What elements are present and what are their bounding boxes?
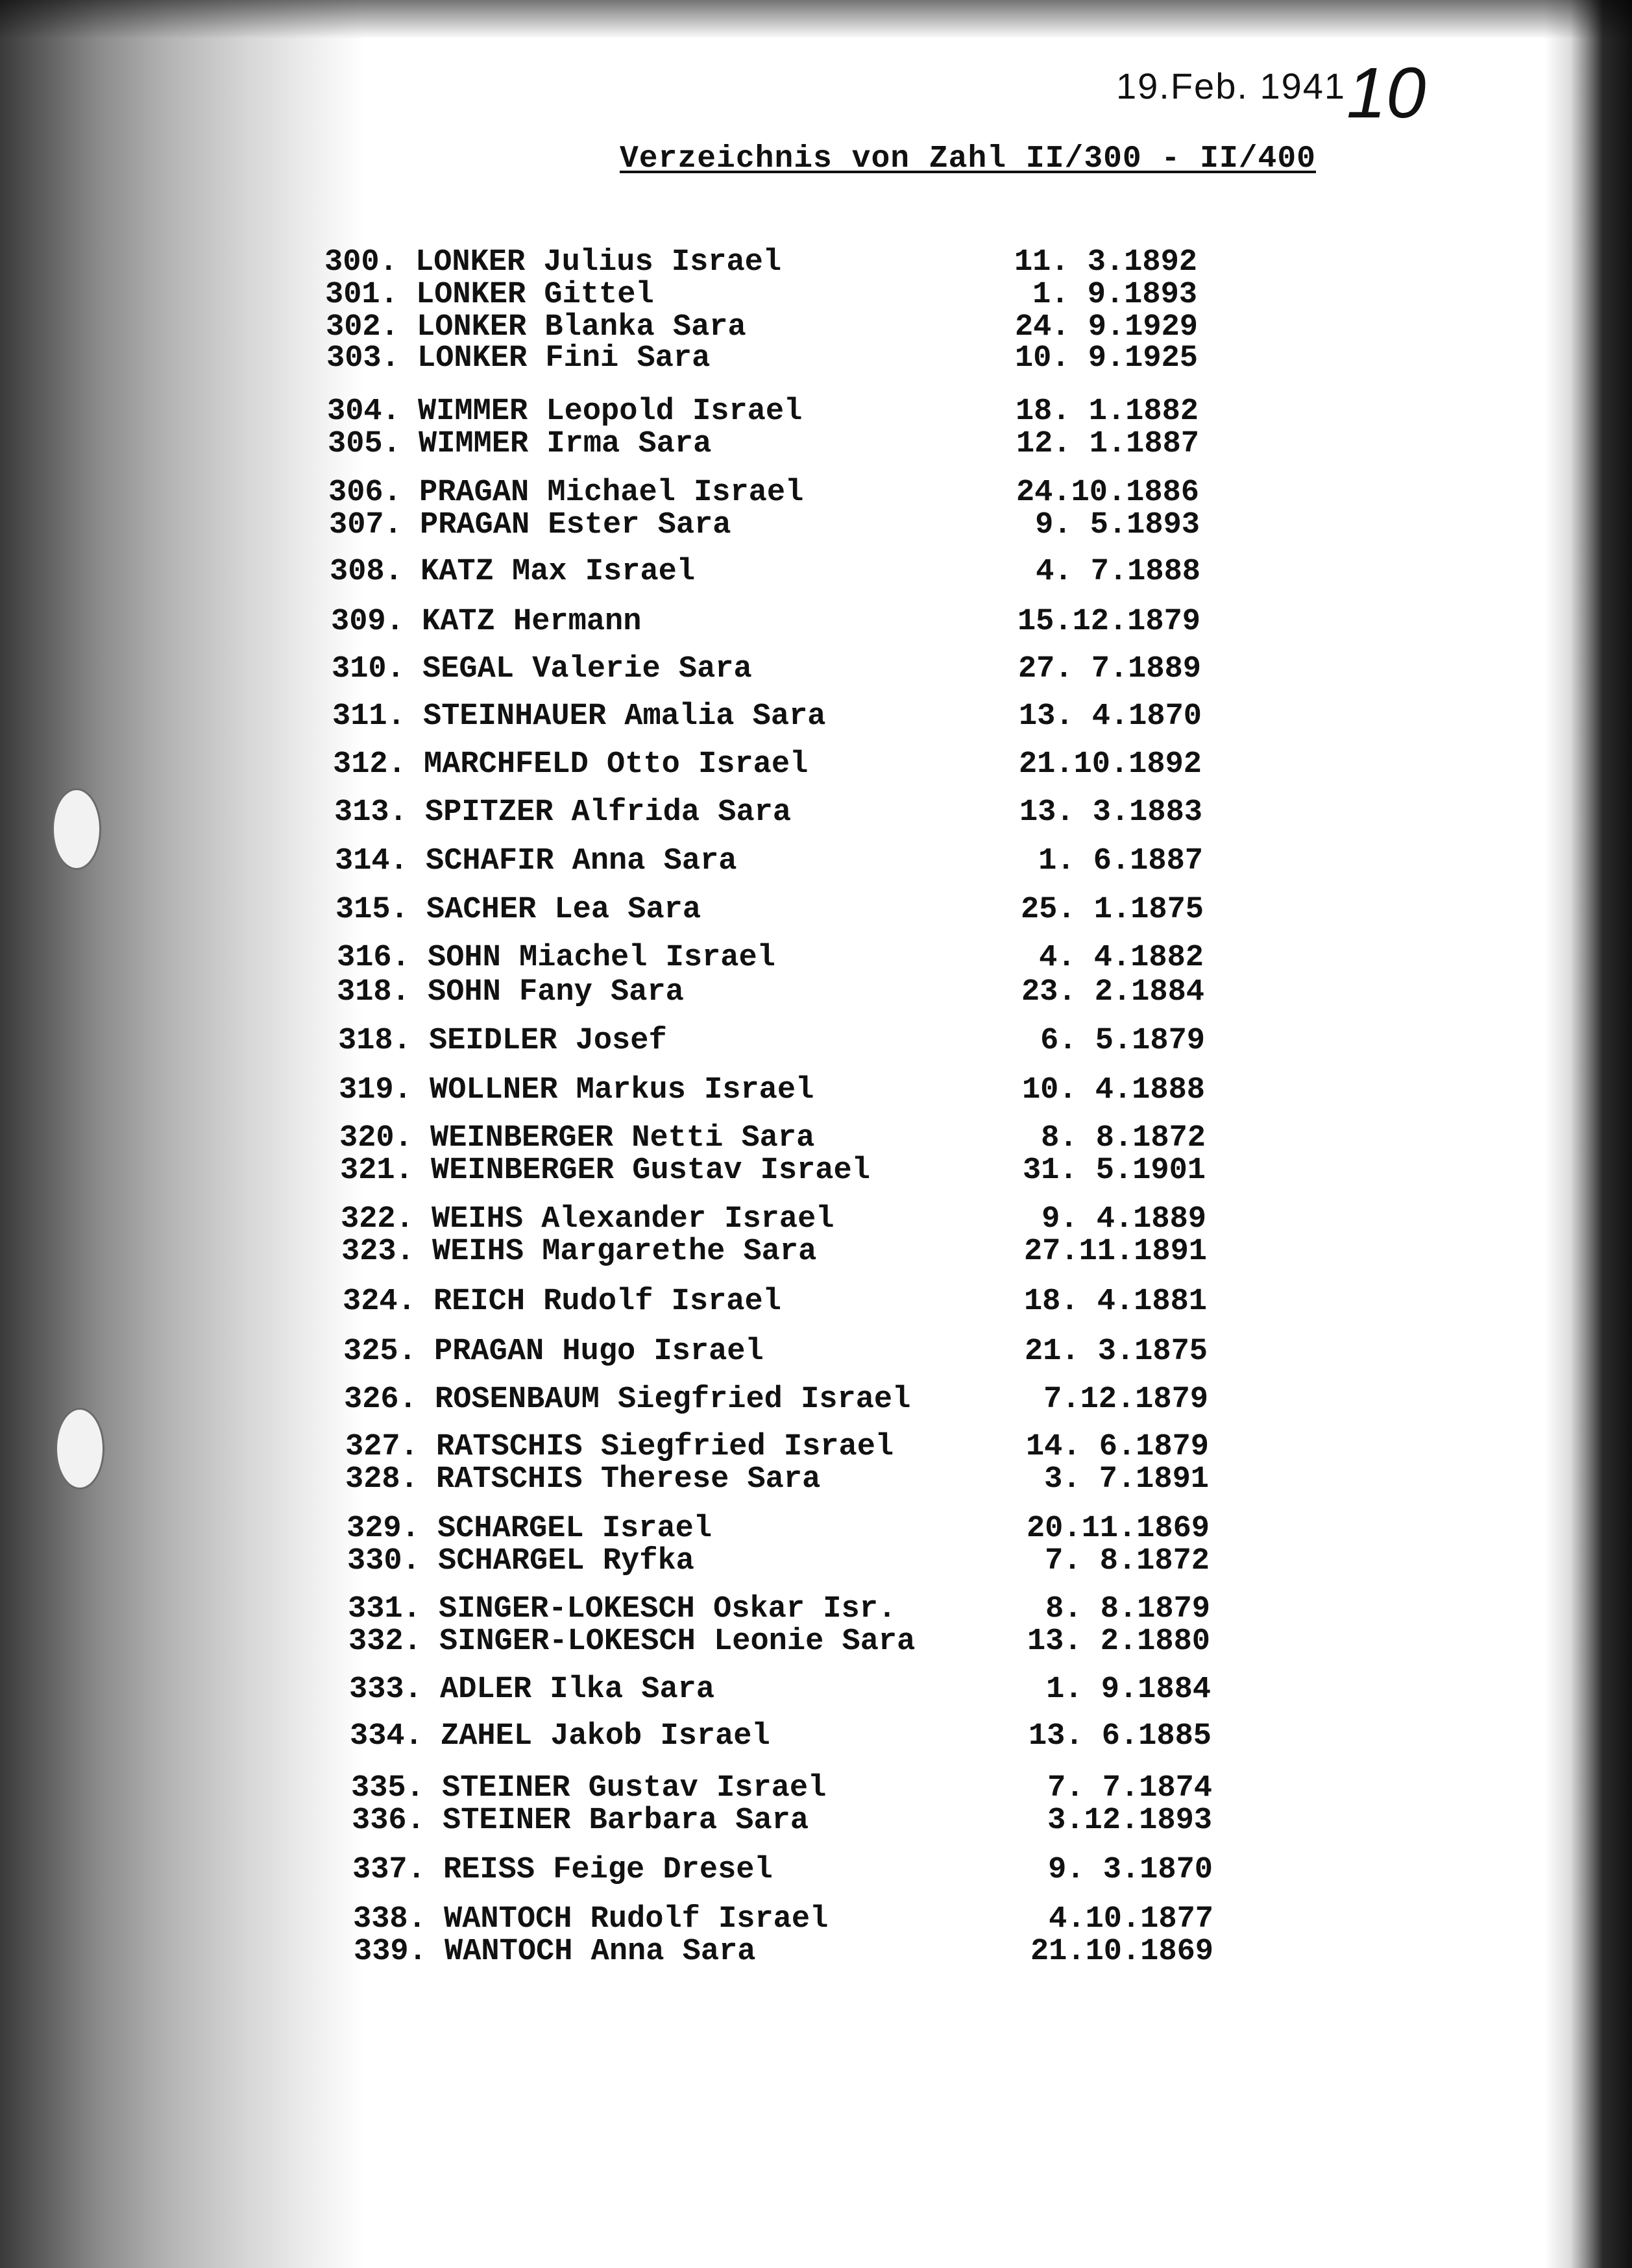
entry-birth-date: 14. 6.1879 — [1025, 1430, 1209, 1464]
entry-number: 321. — [340, 1153, 413, 1188]
entry-name: PRAGAN Hugo Israel — [434, 1334, 764, 1369]
register-entry — [332, 652, 1201, 687]
entry-number: 306. — [328, 476, 402, 510]
entry-number: 319. — [339, 1073, 412, 1107]
entry-name: SINGER-LOKESCH Oskar Isr. — [439, 1592, 897, 1626]
register-entry — [324, 245, 1197, 280]
entry-birth-date: 13. 3.1883 — [1019, 795, 1202, 830]
entry-number: 329. — [347, 1512, 420, 1546]
entry-birth-date: 24. 9.1929 — [1014, 310, 1198, 344]
entry-birth-date: 3. 7.1891 — [1044, 1462, 1209, 1497]
entry-number: 314. — [335, 844, 408, 878]
register-entry — [335, 844, 1203, 879]
register-entry — [352, 1853, 1213, 1888]
register-entry — [348, 1624, 1210, 1659]
entry-name: WEIHS Margarethe Sara — [432, 1235, 817, 1269]
entry-name: STEINER Gustav Israel — [442, 1771, 827, 1805]
entry-number: 322. — [341, 1202, 414, 1237]
register-entry — [344, 1382, 1208, 1418]
entry-birth-date: 3.12.1893 — [1047, 1804, 1212, 1838]
register-entry — [343, 1285, 1207, 1320]
register-entry — [350, 1719, 1212, 1754]
entry-number: 310. — [332, 652, 405, 686]
register-entry — [339, 1073, 1205, 1108]
entry-birth-date: 8. 8.1872 — [1041, 1121, 1206, 1155]
entry-number: 325. — [343, 1334, 417, 1369]
entry-name: SPITZER Alfrida Sara — [425, 795, 792, 830]
entry-birth-date: 25. 1.1875 — [1020, 893, 1204, 927]
entry-name: PRAGAN Michael Israel — [419, 476, 804, 510]
entry-birth-date: 10. 9.1925 — [1014, 341, 1198, 376]
register-entry — [325, 278, 1197, 313]
entry-number: 332. — [348, 1624, 422, 1659]
entry-name: STEINHAUER Amalia Sara — [423, 699, 826, 734]
register-entry — [338, 1024, 1205, 1059]
entry-birth-date: 13. 4.1870 — [1018, 699, 1202, 734]
entry-name: SCHARGEL Ryfka — [438, 1544, 694, 1578]
entry-name: KATZ Hermann — [422, 605, 642, 639]
entry-name: WIMMER Leopold Israel — [418, 394, 803, 429]
entry-number: 300. — [324, 245, 398, 280]
register-entry — [328, 476, 1199, 511]
entry-birth-date: 6. 5.1879 — [1040, 1024, 1205, 1058]
entry-birth-date: 21. 3.1875 — [1024, 1334, 1208, 1369]
entry-birth-date: 13. 2.1880 — [1027, 1624, 1210, 1659]
entry-number: 318. — [337, 975, 410, 1009]
register-entry — [332, 699, 1202, 734]
entry-number: 337. — [352, 1853, 426, 1887]
entry-name: SOHN Fany Sara — [428, 975, 684, 1009]
entry-birth-date: 9. 3.1870 — [1048, 1853, 1213, 1887]
entry-number: 308. — [330, 555, 403, 589]
register-entry — [345, 1462, 1209, 1497]
entry-name: WOLLNER Markus Israel — [430, 1073, 814, 1107]
entry-number: 305. — [328, 427, 401, 461]
entry-name: REISS Feige Dresel — [443, 1853, 773, 1887]
entry-birth-date: 31. 5.1901 — [1022, 1153, 1206, 1188]
entry-name: MARCHFELD Otto Israel — [424, 747, 809, 782]
entry-birth-date: 1. 6.1887 — [1038, 844, 1203, 878]
register-entry — [329, 508, 1200, 543]
entry-number: 323. — [341, 1235, 415, 1269]
entry-number: 326. — [344, 1382, 417, 1417]
entry-birth-date: 4. 4.1882 — [1039, 941, 1204, 975]
entry-name: WEINBERGER Netti Sara — [430, 1121, 815, 1155]
register-entry — [337, 941, 1204, 976]
entry-number: 304. — [327, 394, 400, 429]
entry-number: 313. — [334, 795, 408, 830]
entry-name: WANTOCH Rudolf Israel — [444, 1902, 829, 1936]
register-entry — [347, 1512, 1210, 1547]
entry-name: WEIHS Alexander Israel — [432, 1202, 834, 1237]
entry-name: SINGER-LOKESCH Leonie Sara — [439, 1624, 916, 1659]
entry-number: 333. — [349, 1672, 422, 1707]
entry-name: SCHAFIR Anna Sara — [426, 844, 737, 878]
register-entry — [341, 1235, 1207, 1270]
entry-birth-date: 23. 2.1884 — [1021, 975, 1204, 1009]
entry-number: 339. — [354, 1935, 427, 1969]
entry-name: LONKER Gittel — [416, 278, 654, 312]
entry-name: PRAGAN Ester Sara — [420, 508, 731, 542]
entry-birth-date: 4. 7.1888 — [1036, 555, 1200, 589]
entry-name: SEGAL Valerie Sara — [422, 652, 752, 686]
entry-number: 338. — [353, 1902, 426, 1936]
register-entry — [351, 1771, 1212, 1806]
entry-birth-date: 24.10.1886 — [1016, 476, 1199, 510]
entry-name: RATSCHIS Therese Sara — [436, 1462, 821, 1497]
entry-name: LONKER Fini Sara — [417, 341, 711, 376]
entry-name: ROSENBAUM Siegfried Israel — [435, 1382, 911, 1417]
register-entry — [353, 1902, 1213, 1937]
entry-birth-date: 7.12.1879 — [1043, 1382, 1208, 1417]
entry-birth-date: 11. 3.1892 — [1014, 245, 1197, 280]
entry-number: 327. — [345, 1430, 419, 1464]
entry-birth-date: 21.10.1892 — [1018, 747, 1202, 782]
entry-name: SOHN Miachel Israel — [428, 941, 775, 975]
handwritten-page-number: 10 — [1346, 53, 1426, 133]
entry-birth-date: 9. 4.1889 — [1041, 1202, 1206, 1237]
register-entry — [334, 795, 1202, 830]
register-entry — [333, 747, 1202, 782]
entry-number: 309. — [331, 605, 404, 639]
entry-birth-date: 7. 7.1874 — [1047, 1771, 1212, 1805]
entry-name: WIMMER Irma Sara — [419, 427, 712, 461]
entry-number: 324. — [343, 1285, 416, 1319]
entry-number: 336. — [352, 1804, 425, 1838]
entry-birth-date: 15.12.1879 — [1017, 605, 1200, 639]
entry-name: STEINER Barbara Sara — [443, 1804, 809, 1838]
entry-number: 301. — [325, 278, 398, 312]
register-entry — [352, 1804, 1212, 1839]
entry-name: WEINBERGER Gustav Israel — [431, 1153, 870, 1188]
register-entry — [348, 1592, 1210, 1627]
entry-birth-date: 21.10.1869 — [1030, 1935, 1213, 1969]
entry-number: 302. — [326, 310, 399, 344]
entry-birth-date: 7. 8.1872 — [1045, 1544, 1210, 1578]
entry-birth-date: 1. 9.1884 — [1046, 1672, 1211, 1707]
entry-number: 316. — [337, 941, 410, 975]
register-entry — [343, 1334, 1208, 1369]
register-entry — [349, 1672, 1211, 1707]
entry-name: KATZ Max Israel — [420, 555, 696, 589]
entry-name: RATSCHIS Siegfried Israel — [436, 1430, 894, 1464]
entry-name: SEIDLER Josef — [429, 1024, 667, 1058]
entry-number: 330. — [347, 1544, 420, 1578]
register-entry — [354, 1935, 1213, 1970]
entry-number: 335. — [351, 1771, 424, 1805]
register-entry — [330, 555, 1200, 590]
entry-birth-date: 8. 8.1879 — [1045, 1592, 1210, 1626]
entry-birth-date: 18. 1.1882 — [1015, 394, 1199, 429]
list-title: Verzeichnis von Zahl II/300 - II/400 — [620, 141, 1316, 176]
entry-birth-date: 13. 6.1885 — [1028, 1719, 1212, 1754]
register-entry — [345, 1430, 1209, 1465]
register-entry — [328, 427, 1199, 462]
register-entry — [335, 893, 1204, 928]
entry-birth-date: 27. 7.1889 — [1017, 652, 1201, 686]
entry-number: 303. — [326, 341, 400, 376]
entry-name: ZAHEL Jakob Israel — [441, 1719, 770, 1754]
entry-number: 318. — [338, 1024, 411, 1058]
register-entry — [347, 1544, 1210, 1579]
register-entry — [327, 394, 1199, 429]
register-entry — [331, 605, 1200, 640]
entry-name: WANTOCH Anna Sara — [445, 1935, 756, 1969]
entry-birth-date: 9. 5.1893 — [1035, 508, 1200, 542]
entry-number: 307. — [329, 508, 402, 542]
entry-birth-date: 20.11.1869 — [1026, 1512, 1210, 1546]
entry-number: 312. — [333, 747, 406, 782]
entry-name: LONKER Julius Israel — [415, 245, 782, 280]
entry-name: REICH Rudolf Israel — [433, 1285, 781, 1319]
entry-number: 331. — [348, 1592, 421, 1626]
register-entry — [326, 310, 1198, 345]
date-stamp: 19.Feb. 1941 — [1116, 66, 1346, 106]
entry-number: 311. — [332, 699, 406, 734]
entry-birth-date: 10. 4.1888 — [1021, 1073, 1205, 1107]
entry-birth-date: 18. 4.1881 — [1023, 1285, 1207, 1319]
entry-number: 334. — [350, 1719, 423, 1754]
entry-name: SACHER Lea Sara — [426, 893, 701, 927]
register-entry — [337, 975, 1204, 1010]
register-entry — [340, 1153, 1206, 1188]
entry-number: 328. — [345, 1462, 419, 1497]
entry-birth-date: 27.11.1891 — [1023, 1235, 1207, 1269]
entry-birth-date: 1. 9.1893 — [1032, 278, 1197, 312]
entry-number: 315. — [335, 893, 409, 927]
entry-birth-date: 4.10.1877 — [1049, 1902, 1213, 1936]
entry-name: SCHARGEL Israel — [437, 1512, 712, 1546]
register-entry — [339, 1121, 1206, 1156]
entry-birth-date: 12. 1.1887 — [1016, 427, 1199, 461]
entry-name: LONKER Blanka Sara — [417, 310, 746, 344]
entry-name: ADLER Ilka Sara — [440, 1672, 715, 1707]
entry-number: 320. — [339, 1121, 413, 1155]
register-entry — [326, 341, 1198, 376]
register-entry — [341, 1202, 1206, 1237]
